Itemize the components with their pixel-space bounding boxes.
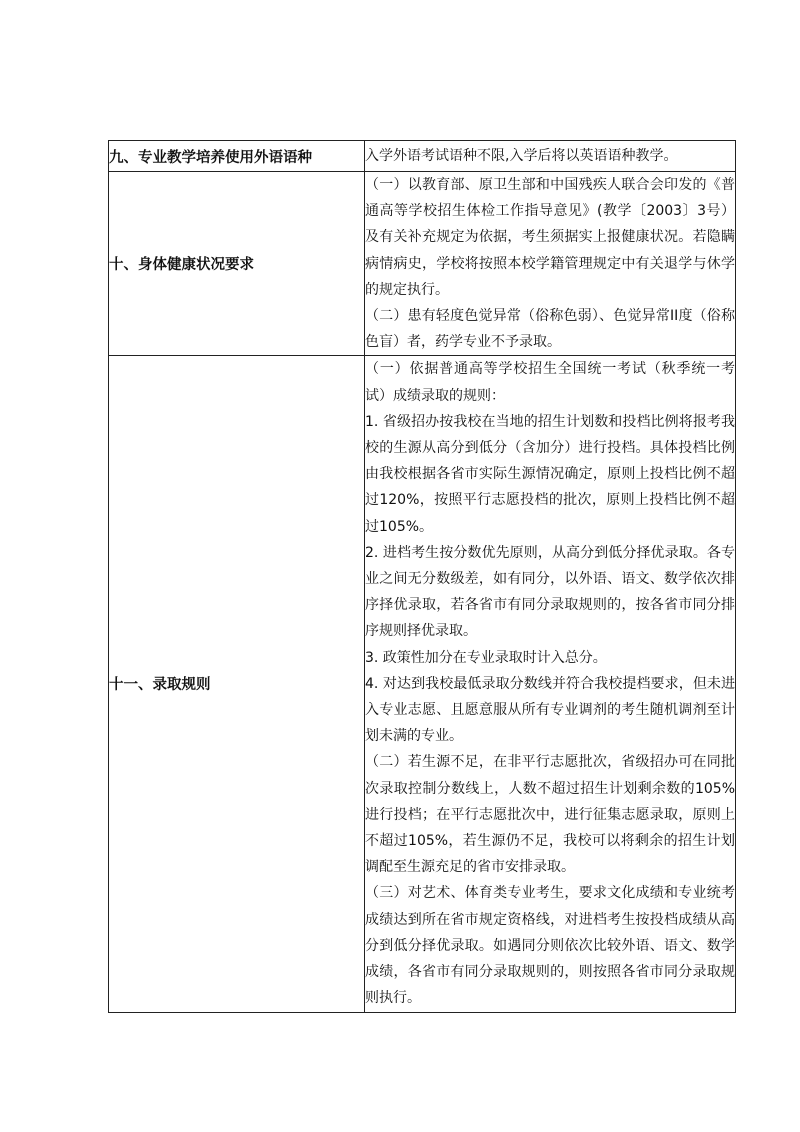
paragraph: 3. 政策性加分在专业录取时计入总分。 (365, 649, 607, 666)
paragraph: 入学外语考试语种不限,入学后将以英语语种教学。 (365, 147, 678, 164)
row-label: 十一、录取规则 (109, 356, 365, 1012)
paragraph: （一）依据普通高等学校招生全国统一考试（秋季统一考试）成绩录取的规则： (365, 361, 735, 404)
row-label: 十、身体健康状况要求 (109, 172, 365, 356)
paragraph: 4. 对达到我校最低录取分数线并符合我校提档要求，但未进入专业志愿、且愿意服从所有专业调剂的考生随机调剂至计划未满的专业。 (365, 675, 735, 745)
table-row (109, 141, 736, 172)
row-label: 九、专业教学培养使用外语语种 (109, 141, 365, 172)
table-row (109, 172, 736, 356)
paragraph: （二）若生源不足，在非平行志愿批次，省级招办可在同批次录取控制分数线上，人数不超过招生计划剩余数的105%进行投档；在平行志愿批次中，进行征集志愿录取，原则上不超过105%，若生源仍不足，我校可以将剩余的招生计划调配至生源充足的省市安排录取。 (365, 754, 735, 876)
paragraph: （一）以教育部、原卫生部和中国残疾人联合会印发的《普通高等学校招生体检工作指导意见》(教学〔2003〕3号）及有关补充规定为依据，考生须据实上报健康状况。若隐瞒病情病史，学校将按照本校学籍管理规定中有关退学与休学的规定执行。 (365, 177, 735, 298)
paragraph: 1. 省级招办按我校在当地的招生计划数和投档比例将报考我校的生源从高分到低分（含加分）进行投档。具体投档比例由我校根据各省市实际生源情况确定，原则上投档比例不超过120%，按照平行志愿投档的批次，原则上投档比例不超过105%。 (365, 413, 735, 535)
row-content (365, 356, 736, 1012)
admission-rules-table (108, 140, 736, 1013)
paragraph: （三）对艺术、体育类专业考生，要求文化成绩和专业统考成绩达到所在省市规定资格线，对进档考生按投档成绩从高分到低分择优录取。如遇同分则依次比较外语、语文、数学成绩，各省市有同分录取规则的，则按照各省市同分录取规则执行。 (365, 885, 735, 1007)
paragraph: （二）患有轻度色觉异常（俗称色弱）、色觉异常II度（俗称色盲）者，药学专业不予录取。 (365, 308, 735, 351)
table-row (109, 356, 736, 1012)
paragraph: 2. 进档考生按分数优先原则，从高分到低分择优录取。各专业之间无分数级差，如有同分，以外语、语文、数学依次排序择优录取，若各省市有同分录取规则的，按各省市同分排序规则择优录取。 (365, 544, 735, 640)
row-content (365, 172, 736, 356)
row-content (365, 141, 736, 172)
